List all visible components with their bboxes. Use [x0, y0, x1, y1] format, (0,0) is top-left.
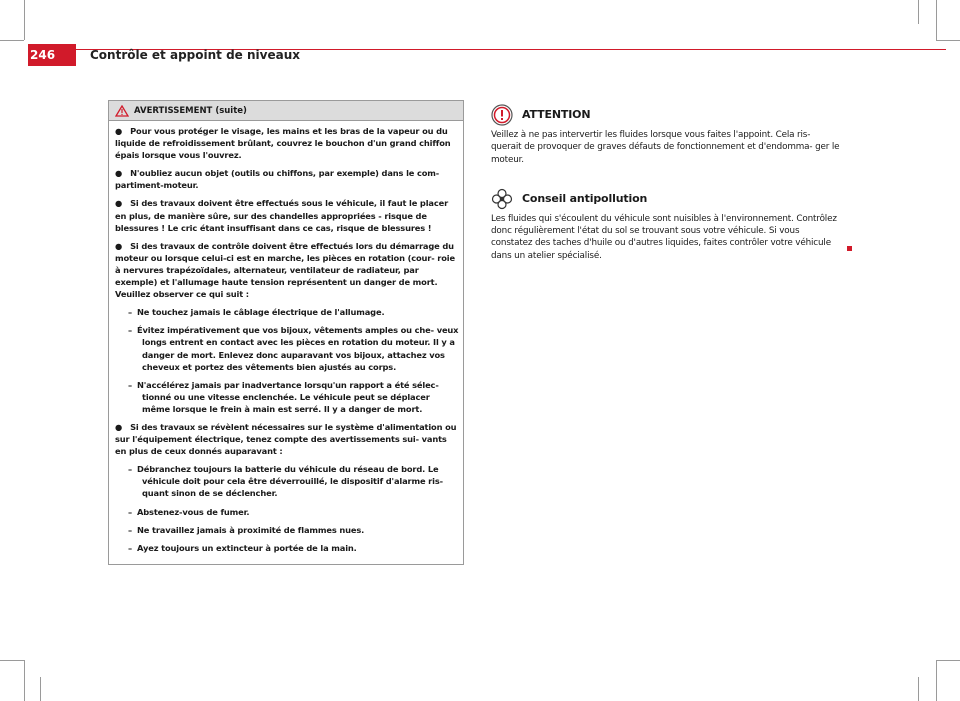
- warning-item-text: Si des travaux se révèlent nécessaires sur le système d'alimentation ou sur l'équipement électrique, tenez compte des avertissements sui- vants en plus de ceux donnés auparavant :: [115, 421, 457, 457]
- environment-text: Les fluides qui s'écoulent du véhicule sont nuisibles à l'environnement. Contrôlez donc régulièrement l'état du sol se trouvant sous votre véhicule. Si vous constatez des taches d'huile ou d'autres liquides, faites contrôler votre véhicule dans un atelier spécialisé.: [491, 213, 837, 261]
- attention-text: Veillez à ne pas intervertir les fluides lorsque vous faites l'appoint. Cela ris- querait de provoquer de graves défauts de fonctionnement et d'endomma- ger le moteur.: [491, 130, 840, 165]
- warning-subitem: [115, 324, 459, 372]
- warning-subitem: [115, 506, 459, 518]
- warning-box-title: AVERTISSEMENT (suite): [134, 105, 247, 116]
- bullet-icon: ●: [115, 126, 123, 136]
- crop-mark: [24, 660, 25, 701]
- warning-subitem-text: Ne travaillez jamais à proximité de flammes nues.: [137, 524, 365, 535]
- warning-item: [115, 240, 459, 300]
- warning-box-body: [109, 121, 463, 554]
- dash-icon: –: [128, 307, 132, 318]
- crop-mark: [0, 660, 24, 661]
- dash-icon: –: [128, 379, 132, 390]
- warning-triangle-icon: [115, 105, 129, 117]
- warning-box: [108, 100, 464, 565]
- crop-mark: [936, 660, 960, 661]
- crop-mark: [936, 660, 937, 701]
- page-number: 246: [30, 48, 56, 62]
- dash-icon: –: [128, 506, 132, 517]
- flower-environment-icon: [491, 188, 513, 210]
- page-title: Contrôle et appoint de niveaux: [90, 48, 300, 62]
- warning-subitem-text: Évitez impérativement que vos bijoux, vêtements amples ou che- veux longs entrent en contact avec les pièces en rotation du moteur. Il y a danger de mort. Enlevez donc auparavant vos bijoux, attachez vos cheveux et portez des vêtements bien ajustés au corps.: [137, 325, 459, 372]
- environment-heading: [491, 188, 843, 210]
- dash-icon: –: [128, 325, 132, 336]
- warning-box-header: [109, 101, 463, 121]
- warning-subitem-text: Ayez toujours un extincteur à portée de la main.: [137, 542, 357, 553]
- warning-subitem: [115, 524, 459, 536]
- bullet-icon: ●: [115, 168, 123, 179]
- dash-icon: –: [128, 524, 132, 535]
- crop-mark: [40, 677, 41, 701]
- crop-mark: [936, 40, 960, 41]
- warning-item-text: Si des travaux de contrôle doivent être effectués lors du démarrage du moteur ou lorsque celui-ci est en marche, les pièces en rotation (cour- roie à nervures trapézoïdales, alternateur, ventilateur de radiateur, par exemple) et l'allumage haute tension représentent un danger de mort. Veuillez observer ce qui suit :: [115, 240, 455, 300]
- crop-mark: [918, 677, 919, 701]
- attention-exclamation-icon: [491, 104, 513, 126]
- warning-item-text: Si des travaux doivent être effectués sous le véhicule, il faut le placer en plus, de manière sûre, sur des chandelles appropriées - risque de blessures ! Le cric étant insuffisant dans ce cas, risque de blessures !: [115, 198, 449, 233]
- warning-item-text: Pour vous protéger le visage, les mains et les bras de la vapeur ou du liquide de refroidissement brûlant, couvrez le bouchon d'un grand chiffon épais lorsque vous l'ouvrez.: [115, 126, 451, 161]
- crop-mark: [24, 0, 25, 40]
- warning-item: [115, 167, 459, 191]
- warning-subitem: [115, 463, 459, 499]
- crop-mark: [918, 0, 919, 24]
- crop-mark: [936, 0, 937, 40]
- warning-item: [115, 197, 459, 233]
- warning-item: [115, 125, 459, 161]
- bullet-icon: ●: [115, 198, 123, 209]
- warning-subitem-text: Abstenez-vous de fumer.: [137, 506, 250, 517]
- crop-mark: [0, 40, 24, 41]
- warning-subitem-text: Ne touchez jamais le câblage électrique de l'allumage.: [137, 307, 385, 318]
- attention-title: ATTENTION: [522, 107, 591, 121]
- warning-subitem: [115, 379, 459, 415]
- warning-subitem-text: N'accélérez jamais par inadvertance lorsqu'un rapport a été sélec- tionné ou une vitesse enclenchée. Le véhicule peut se déplacer même lorsque le frein à main est serré. Il y a danger de mort.: [137, 379, 439, 414]
- dash-icon: –: [128, 542, 132, 553]
- dash-icon: –: [128, 464, 132, 475]
- warning-item-text: N'oubliez aucun objet (outils ou chiffons, par exemple) dans le com- partiment-moteur.: [115, 168, 440, 191]
- right-column: [491, 104, 843, 262]
- environment-title: Conseil antipollution: [522, 191, 648, 205]
- bullet-icon: ●: [115, 240, 123, 251]
- end-square-icon: [847, 246, 852, 251]
- warning-subitem: [115, 306, 459, 318]
- attention-heading: [491, 104, 843, 126]
- warning-item: [115, 421, 459, 457]
- warning-subitem: [115, 542, 459, 554]
- warning-subitem-text: Débranchez toujours la batterie du véhicule du réseau de bord. Le véhicule doit pour cela être déverrouillé, le dispositif d'alarme ris- quant sinon de se déclencher.: [137, 464, 443, 499]
- bullet-icon: ●: [115, 421, 123, 432]
